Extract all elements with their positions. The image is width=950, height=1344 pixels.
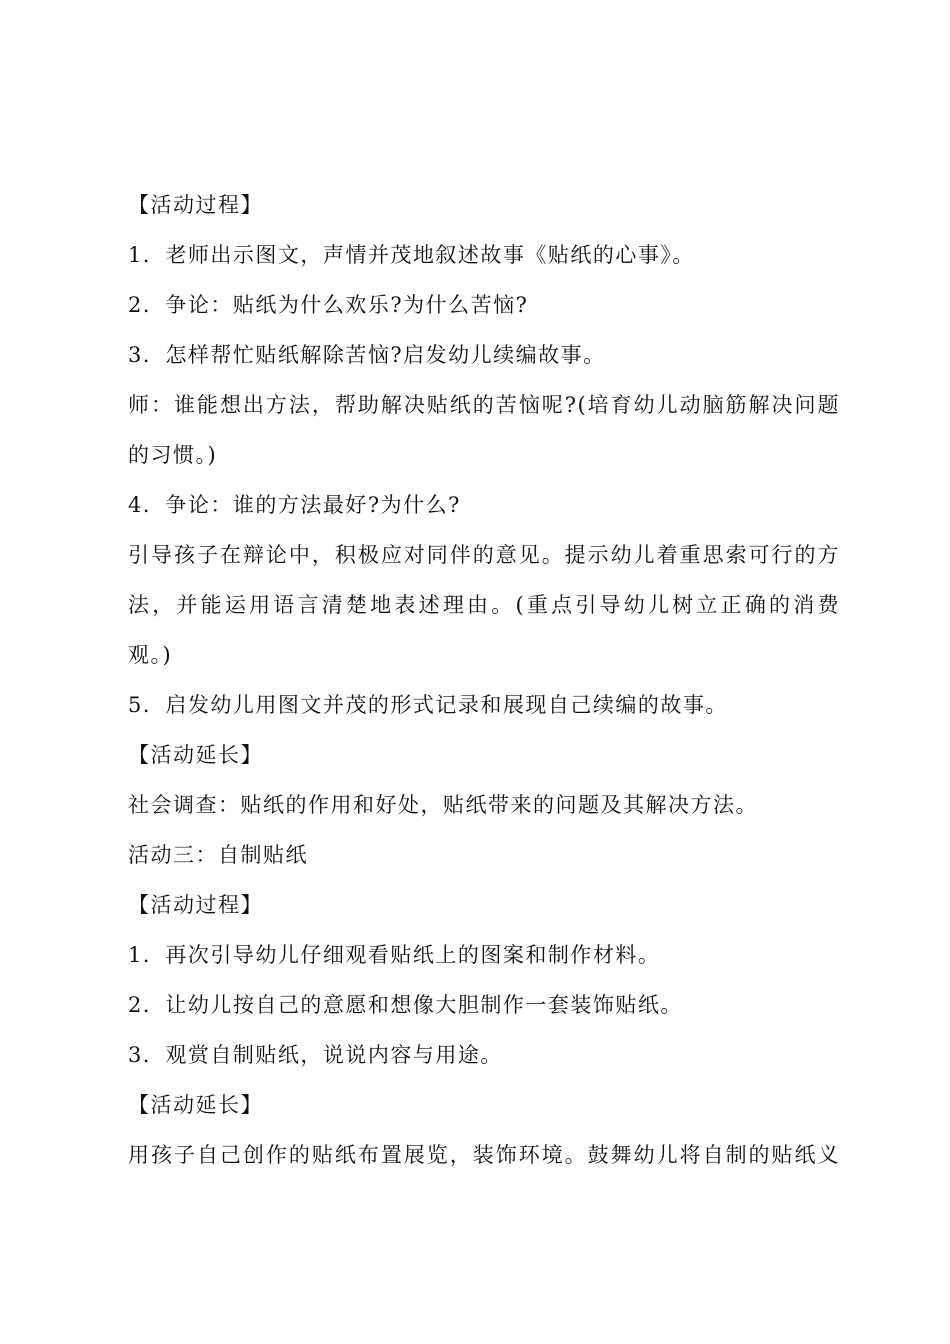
list-item: 1．老师出示图文，声情并茂地叙述故事《贴纸的心事》。 bbox=[128, 243, 695, 267]
paragraph-line: 师：谁能想出方法，帮助解决贴纸的苦恼呢?(培育幼儿动脑筋解决问题 bbox=[128, 393, 840, 417]
document-body bbox=[128, 180, 840, 1180]
list-item: 2．争论：贴纸为什么欢乐?为什么苦恼? bbox=[128, 293, 529, 317]
list-item: 5．启发幼儿用图文并茂的形式记录和展现自己续编的故事。 bbox=[128, 693, 728, 717]
section-heading-activity-process: 【活动过程】 bbox=[128, 893, 263, 917]
section-heading-activity-extension: 【活动延长】 bbox=[128, 743, 263, 767]
list-item: 1．再次引导幼儿仔细观看贴纸上的图案和制作材料。 bbox=[128, 943, 661, 967]
paragraph-line: 用孩子自己创作的贴纸布置展览，装饰环境。鼓舞幼儿将自制的贴纸义 bbox=[128, 1143, 840, 1167]
list-item: 3．怎样帮忙贴纸解除苦恼?启发幼儿续编故事。 bbox=[128, 343, 606, 367]
paragraph-line: 社会调查：贴纸的作用和好处，贴纸带来的问题及其解决方法。 bbox=[128, 793, 758, 817]
paragraph-line: 观。) bbox=[128, 643, 173, 667]
paragraph-line: 法，并能运用语言清楚地表述理由。(重点引导幼儿树立正确的消费 bbox=[128, 593, 840, 617]
paragraph-line: 的习惯。) bbox=[128, 443, 218, 467]
paragraph-line: 引导孩子在辩论中，积极应对同伴的意见。提示幼儿着重思索可行的方 bbox=[128, 543, 840, 567]
section-heading-activity-process: 【活动过程】 bbox=[128, 193, 263, 217]
activity-title: 活动三：自制贴纸 bbox=[128, 843, 308, 867]
list-item: 3．观赏自制贴纸，说说内容与用途。 bbox=[128, 1043, 503, 1067]
list-item: 4．争论：谁的方法最好?为什么? bbox=[128, 493, 461, 517]
section-heading-activity-extension: 【活动延长】 bbox=[128, 1093, 263, 1117]
list-item: 2．让幼儿按自己的意愿和想像大胆制作一套装饰贴纸。 bbox=[128, 993, 683, 1017]
